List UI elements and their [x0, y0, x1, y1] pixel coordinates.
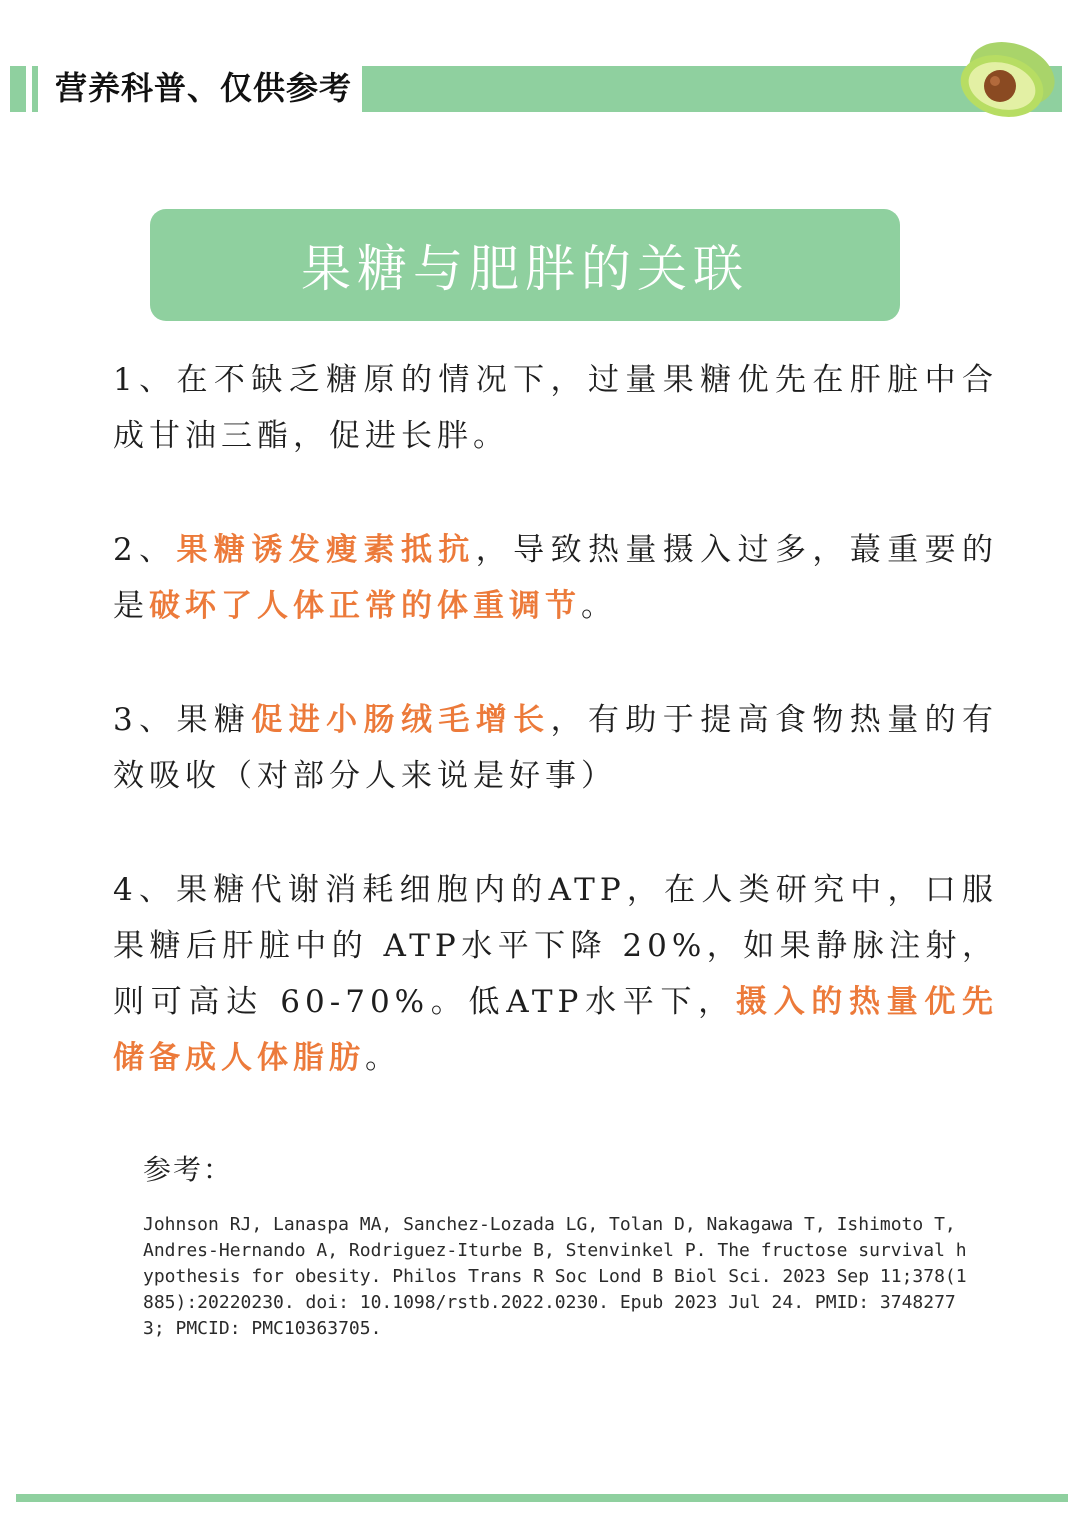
highlight-text: 果糖诱发瘦素抵抗	[176, 532, 476, 568]
item-text: 。	[581, 588, 617, 624]
header-accent-bar-thin	[32, 66, 38, 112]
title-banner	[150, 209, 900, 321]
avocado-icon	[950, 36, 1060, 126]
list-item-1	[113, 352, 998, 464]
highlight-text: 促进小肠绒毛增长	[251, 702, 551, 738]
item-text: 1、在不缺乏糖原的情况下，过量果糖优先在肝脏中合成甘油三酯，促进长胖。	[113, 362, 998, 454]
footer-bar	[16, 1494, 1068, 1502]
reference-label: 参考：	[143, 1153, 234, 1186]
list-item-3	[113, 692, 998, 804]
item-text: 3、果糖	[113, 702, 252, 738]
page-title: 果糖与肥胖的关联	[301, 240, 749, 298]
reference-text: Johnson RJ, Lanaspa MA, Sanchez-Lozada LG, Tolan D, Nakagawa T, Ishimoto T, Andres-Hernando A, Rodriguez-Iturbe B, Stenvinkel P. The fructose survival hypothesis for obesity. Philos Trans R Soc Lond B Biol Sci. 2023 Sep 11;378(1885):20220230. doi: 10.1098/rstb.2022.0230. Epub 2023 Jul 24. PMID: 37482773; PMCID: PMC10363705.	[143, 1214, 967, 1339]
item-text: 4、果糖代谢消耗细胞内的ATP，在人类研究中，口服果糖后肝脏中的 ATP水平下降 20%，如果静脉注射，则可高达 60-70%。低ATP水平下，	[113, 872, 998, 1020]
header-title: 营养科普、仅供参考	[55, 69, 353, 107]
list-item-4	[113, 862, 998, 1086]
highlight-text: 摄入的热量优先储备成人体脂肪	[113, 984, 999, 1076]
item-text: ，导致热量摄入过多，蕞重要的是	[113, 532, 999, 624]
header-accent-bar	[10, 66, 26, 112]
item-text: 2、	[113, 532, 177, 568]
highlight-text: 破坏了人体正常的体重调节	[149, 588, 581, 624]
list-item-2	[113, 522, 998, 634]
item-text: ，有助于提高食物热量的有效吸收（对部分人来说是好事）	[113, 702, 999, 794]
item-text: 。	[365, 1040, 401, 1076]
